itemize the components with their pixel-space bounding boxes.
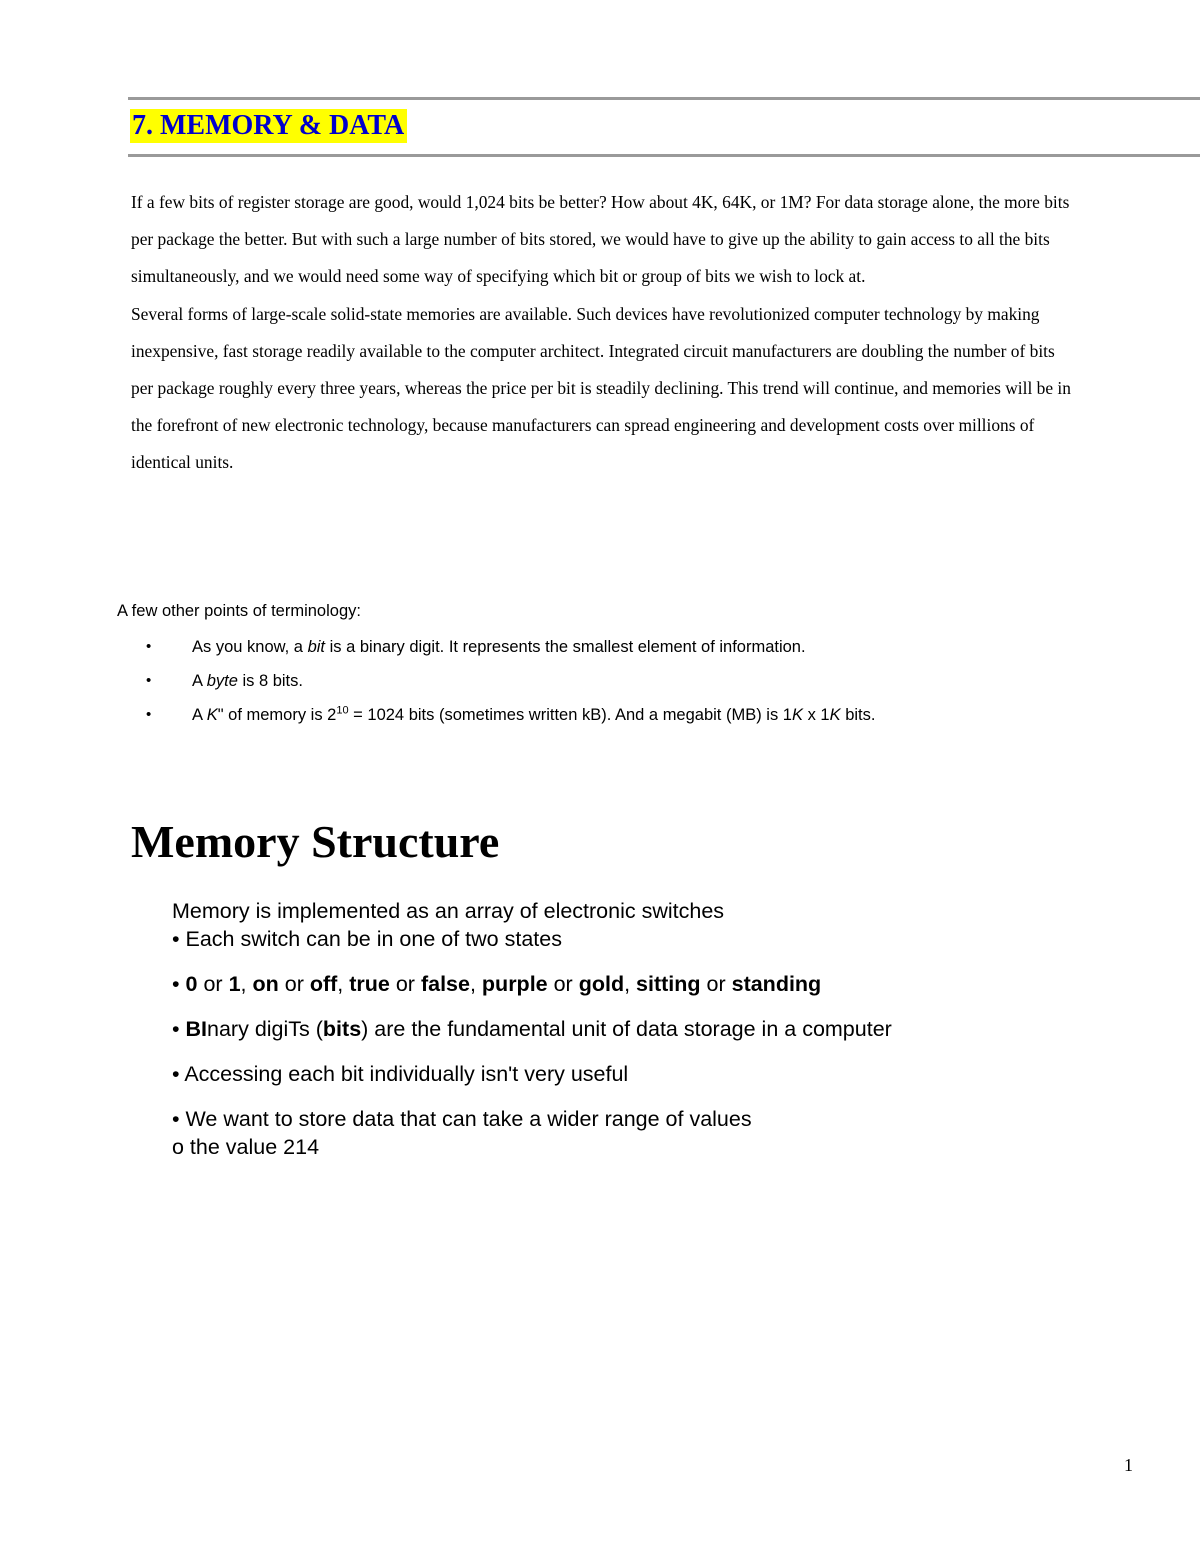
item-text: is a binary digit. It represents the smallest element of information. — [325, 638, 806, 656]
list-item-k — [117, 698, 1117, 732]
bottom-rule — [128, 154, 1200, 157]
line-text: • — [172, 972, 186, 996]
item-text: = 1024 bits (sometimes written kB). And a megabit (MB) is 1 — [348, 706, 792, 724]
list-item-byte — [117, 664, 1117, 698]
line-text: or — [547, 972, 579, 996]
bullet-icon: • — [146, 706, 152, 723]
exponent: 10 — [336, 704, 349, 717]
line-text: or — [389, 972, 421, 996]
terminology-section — [117, 598, 1117, 732]
terminology-intro: A few other points of terminology: — [117, 602, 361, 620]
intro-text — [131, 184, 1081, 482]
memory-structure-notes — [172, 897, 1122, 1161]
keyword: gold — [578, 972, 625, 996]
line-text: • — [172, 1017, 186, 1041]
intro-paragraph-1: If a few bits of register storage are good, would 1,024 bits be better? How about 4K, 64K, or 1M? For data storage alone, the more bits per package the better. But with such a large number of bits stored, we would have to give up the ability to gain access to all the bits simultaneously, and we would need some way of specifying which bit or group of bits we wish to lock at. — [131, 192, 1070, 287]
keyword: purple — [481, 972, 548, 996]
keyword: true — [349, 972, 390, 996]
item-text: A — [192, 706, 207, 724]
line-text: , — [624, 972, 637, 996]
keyword: BI — [185, 1017, 208, 1041]
structure-line: • Each switch can be in one of two states — [172, 927, 562, 951]
term-k: K — [791, 706, 803, 724]
keyword: 0 — [185, 972, 198, 996]
structure-line: Memory is implemented as an array of electronic switches — [172, 899, 725, 923]
terminology-list — [117, 630, 1117, 732]
keyword: sitting — [636, 972, 701, 996]
line-text: , — [240, 972, 253, 996]
item-text: bits. — [840, 706, 876, 724]
keyword: on — [252, 972, 279, 996]
structure-line: o the value 214 — [172, 1135, 320, 1159]
keyword: false — [420, 972, 470, 996]
term-bit: bit — [307, 638, 326, 656]
page-number: 1 — [1124, 1455, 1133, 1475]
section-title: Memory Structure — [131, 816, 500, 867]
bullet-icon: • — [146, 638, 152, 655]
structure-line: • We want to store data that can take a wider range of values — [172, 1107, 752, 1131]
term-k: K — [206, 706, 218, 724]
term-byte: byte — [206, 672, 238, 690]
item-text: As you know, a — [192, 638, 308, 656]
line-text: , — [337, 972, 350, 996]
line-text: or — [278, 972, 310, 996]
keyword: bits — [322, 1017, 362, 1041]
intro-paragraph-2: Several forms of large-scale solid-state memories are available. Such devices have revolutionized computer technology by making inexpensive, fast storage readily available to the computer architect. Integrated circuit manufacturers are doubling the number of bits per package roughly every three years, whereas the price per bit is steadily declining. This trend will continue, and memories will be in the forefront of new electronic technology, because manufacturers can spread engineering and development costs over millions of identical units. — [131, 303, 1071, 473]
keyword: off — [309, 972, 338, 996]
keyword: standing — [731, 972, 822, 996]
item-text: is 8 bits. — [237, 672, 303, 690]
line-text: nary digiTs ( — [207, 1017, 323, 1041]
top-rule — [128, 97, 1200, 100]
keyword: 1 — [228, 972, 241, 996]
item-text: x 1 — [803, 706, 830, 724]
bullet-icon: • — [146, 672, 152, 689]
structure-line — [172, 1015, 1122, 1043]
item-text: A — [192, 672, 207, 690]
term-k: K — [829, 706, 841, 724]
structure-line — [172, 970, 1122, 998]
chapter-heading: 7. MEMORY & DATA — [130, 109, 407, 143]
line-text: , — [469, 972, 482, 996]
line-text: or — [197, 972, 229, 996]
line-text: or — [700, 972, 732, 996]
structure-line: • Accessing each bit individually isn't very useful — [172, 1062, 629, 1086]
list-item-bit — [117, 630, 1117, 664]
line-text: ) are the fundamental unit of data storage in a computer — [361, 1017, 892, 1041]
item-text: " of memory is 2 — [217, 706, 337, 724]
